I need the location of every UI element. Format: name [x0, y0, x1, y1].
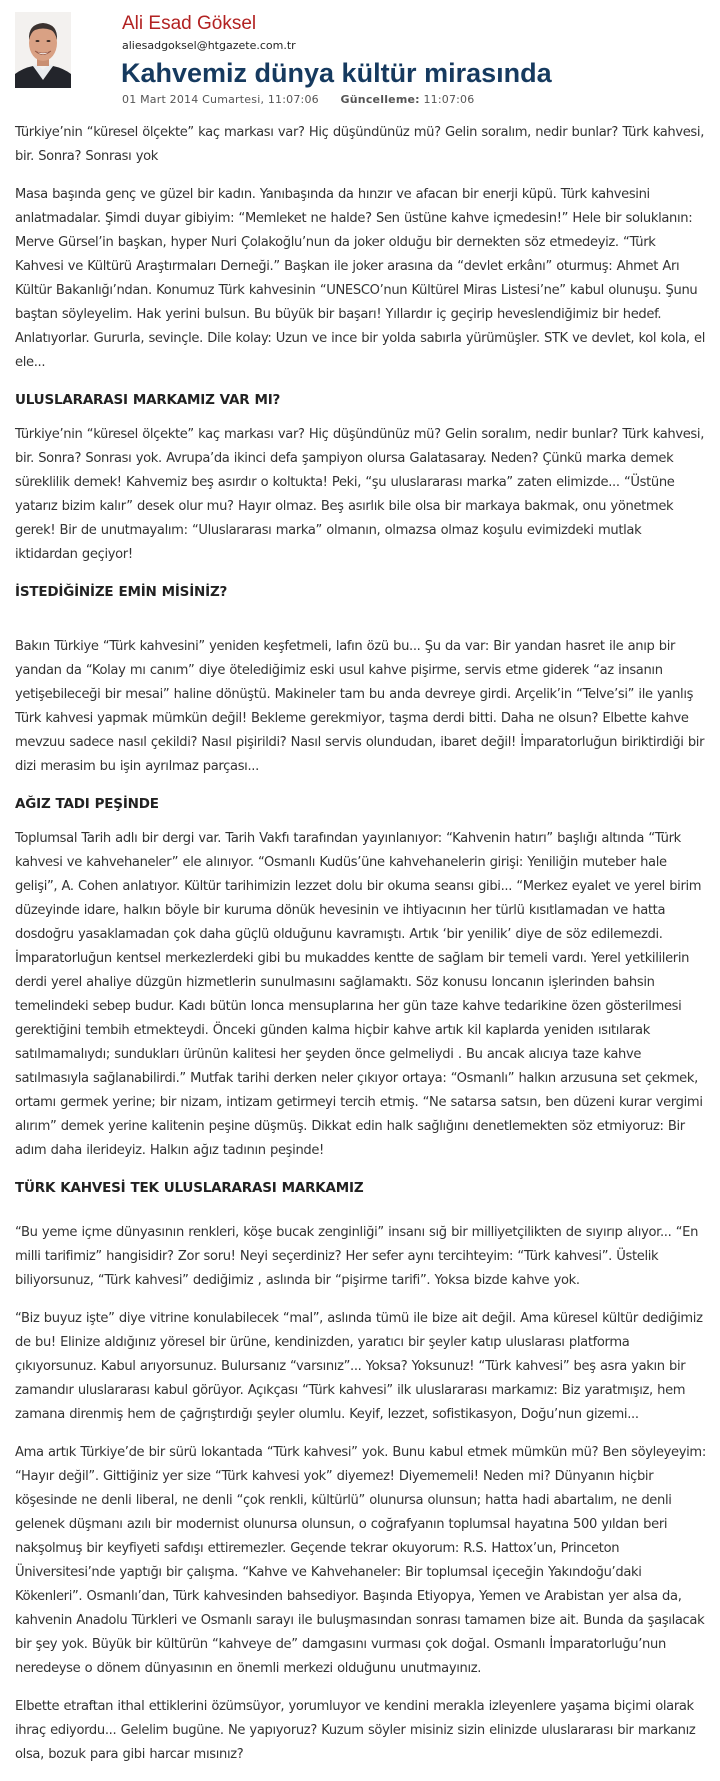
section-heading: ULUSLARARASI MARKAMIZ VAR MI?	[15, 392, 281, 408]
paragraph: “Bu yeme içme dünyasının renkleri, köşe bucak zenginliği” insanı sığ bir milliyetçilikten de sıyırıp alıyor... “En milli tarifimiz” hangisidir? Zor soru! Neyi seçerdiniz? Her sefer aynı tercihteyim: “Türk kahvesi”. Üstelik biliyorsunuz, “Türk kahvesi” dediğimiz , aslında bir “pişirme tarifi”. Yoksa bizde kahve yok.	[15, 1225, 699, 1288]
article-header	[0, 0, 720, 112]
article-body	[0, 121, 720, 1767]
paragraph: Türkiye’nin “küresel ölçekte” kaç markası var? Hiç düşündünüz mü? Gelin soralım, nedir bunlar? Türk kahvesi, bir. Sonra? Sonrası yok. Avrupa’da ikinci defa şampiyon olursa Galatasaray. Neden? Çünkü marka demek süreklilik demek! Kahvemiz beş asırdır o koltukta! Peki, “şu uluslararası marka” zaten elimizde... “Üstüne yatarız bizim kalır” desek olur mu? Hayır olmaz. Beş asırlık bile olsa bir markaya bakmak, onu yönetmek gerek! Bir de unutmayalım: “Uluslararası marka” olmanın, olmazsa olmaz koşulu evimizdeki mutlak iktidardan geçiyor!	[15, 427, 705, 562]
paragraph: Ama artık Türkiye’de bir sürü lokantada “Türk kahvesi” yok. Bunu kabul etmek mümkün mü? Ben söyleyeyim: “Hayır değil”. Gittiğiniz yer size “Türk kahvesi yok” diyemez! Diyememeli! Neden mi? Dünyanın hiçbir köşesinde ne denli liberal, ne denli “çok renkli, kültürlü” olunursa olunsun; hatta hadi abartalım, ne denli gelenek düşmanı azılı bir modernist olunursa olunsun, o coğrafyanın toplumsal hayatına 500 yıldan beri nakşolmuş bir keyfiyeti safdışı ettiremezler. Geçende tekrar okuyorum: R.S. Hattox’un, Princeton Üniversitesi’nde yaptığı bir çalışma. “Kahve ve Kahvehaneler: Bir toplumsal içeceğin Yakındoğu’daki Kökenleri”. Osmanlı’dan, Türk kahvesinden bahsediyor. Başında Etiyopya, Yemen ve Arabistan yer alsa da, kahvenin Anadolu Türkleri ve Osmanlı sarayı ile buluşmasından sonrası tamamen bize ait. Bunda da şaşılacak bir şey yok. Büyük bir kültürün “kahveye de” damgasını vurması çok doğal. Osmanlı İmparatorluğu’nun neredeyse o dönem dünyasının en önemli merkezi olduğunu unutmayınız.	[15, 1445, 706, 1676]
paragraph: Masa başında genç ve güzel bir kadın. Yanıbaşında da hınzır ve afacan bir enerji küpü. Türk kahvesini anlatmadalar. Şimdi duyar gibiyim: “Memleket ne halde? Sen üstüne kahve içmedesin!” Hele bir soluklanın: Merve Gürsel’in başkan, hyper Nuri Çolakoğlu’nun da joker olduğu bir dernekten söz etmedeyiz. “Türk Kahvesi ve Kültürü Araştırmaları Derneği.” Başkan ile joker arasına da “devlet erkânı” oturmuş: Ahmet Arı Kültür Bakanlığı’ndan. Konumuz Türk kahvesinin “UNESCO’nun Kültürel Miras Listesi’ne” kabul olunuşu. Şunu baştan söyleyelim. Hak yerini bulsun. Bu büyük bir başarı! Yıllardır iç geçirip heveslendiğimiz bir hedef. Anlatıyorlar. Gururla, sevinçle. Dile kolay: Uzun ve ince bir yolda sabırla yürümüşler. STK ve devlet, kol kola, el ele...	[15, 187, 706, 370]
paragraph: “Biz buyuz işte” diye vitrine konulabilecek “mal”, aslında tümü ile bize ait değil. Ama küresel kültür dediğimiz de bu! Elinize aldığınız yöresel bir ürüne, kendinizden, yaratıcı bir şeyler katıp uluslarası platforma çıkıyorsunuz. Kabul arıyorsunuz. Bulursanız “varsınız”... Yoksa? Yoksunuz! “Türk kahvesi” beş asra yakın bir zamandır uluslararası kabul görüyor. Açıkçası “Türk kahvesi” ilk uluslararası markamız: Biz yaratmışız, hem zamana direnmiş hem de çağrıştırdığı şeyler olumlu. Keyif, lezzet, sofistikasyon, Doğu’nun gizemi...	[15, 1311, 703, 1422]
paragraph: Toplumsal Tarih adlı bir dergi var. Tarih Vakfı tarafından yayınlanıyor: “Kahvenin hatırı” başlığı altında “Türk kahvesi ve kahvehaneler” ele alınıyor. “Osmanlı Kudüs’üne kahvehanelerin girişi: Yeniliğin muteber hale gelişi”, A. Cohen anlatıyor. Kültür tarihimizin lezzet dolu bir okuma seansı gibi... “Merkez eyalet ve yerel birim düzeyinde idare, halkın böyle bir kuruma dönük hevesinin ve ihtiyacının her türlü kısıtlamadan ve hatta dosdoğru yasaklamadan çok daha güçlü olduğunu kavramıştı. Artık ‘bir yenilik’ diye de söz edilemezdi. İmparatorluğun kentsel merkezlerdeki gibi bu mukaddes kentte de sağlam bir temeli vardı. Yerel yetkililerin derdi yerel ahaliye düzgün hizmetlerin sunulmasını sağlamaktı. Söz konusu loncanın işlerinden bahsin temelindeki sebep budur. Kadı bütün lonca mensuplarına her gün taze kahve tedarikine özen gösterilmesi gerektiğini tembih etmekteydi. Önceki günden kalma hiçbir kahve artık kil kaplarda yeniden ısıtılarak satılmamalıydı; sundukları ürünün kalitesi her şeyden önce gelmeliydi . Bu ancak alıcıya taze kahve satılmasıyla sağlanabilirdi.” Mutfak tarihi derken neler çıkıyor ortaya: “Osmanlı” halkın arzusuna set çekmek, ortamı germek yerine; bir nizam, intizam getirmeyi tercih etmiş. “Ne satarsa satsın, ben düzeni kurar vergimi alırım” demek yerine kalitenin peşine düşmüş. Dikkat edin halk sağlığını denetlemekten söz etmiyoruz: Bir adım daha ilerideyiz. Halkın ağız tadının peşinde!	[15, 831, 703, 1158]
dateline	[122, 93, 474, 106]
update-label: Güncelleme:	[340, 93, 420, 106]
section-heading: İSTEDİĞİNİZE EMİN MİSİNİZ?	[15, 584, 228, 600]
author-name[interactable]: Ali Esad Göksel	[122, 13, 257, 34]
section-heading: AĞIZ TADI PEŞİNDE	[15, 796, 159, 812]
author-photo[interactable]	[15, 12, 71, 88]
update-time: 11:07:06	[423, 93, 475, 106]
paragraph: Elbette etraftan ithal ettiklerini özümsüyor, yorumluyor ve kendini merakla izleyenlere yaşama biçimi olarak ihraç ediyordu... Gelelim bugüne. Ne yapıyoruz? Kuzum söyler misiniz sizin elinizde uluslararası bir markanız olsa, bozuk para gibi harcar mısınız?	[15, 1699, 696, 1762]
lead-paragraph: Türkiye’nin “küresel ölçekte” kaç markası var? Hiç düşündünüz mü? Gelin soralım, nedir bunlar? Türk kahvesi, bir. Sonra? Sonrası yok	[15, 125, 705, 164]
author-email[interactable]: aliesadgoksel@htgazete.com.tr	[122, 39, 296, 52]
publish-date: 01 Mart 2014 Cumartesi, 11:07:06	[122, 93, 319, 106]
section-heading: TÜRK KAHVESİ TEK ULUSLARARASI MARKAMIZ	[15, 1180, 364, 1196]
author-portrait-icon	[15, 12, 71, 88]
article-title: Kahvemiz dünya kültür mirasında	[121, 58, 552, 88]
paragraph: Bakın Türkiye “Türk kahvesini” yeniden keşfetmeli, lafın özü bu... Şu da var: Bir yandan hasret ile anıp bir yandan da “Kolay mı canım” diye ötelediğimiz eski usul kahve pişirme, servis etme giderek “az insanın yetişebileceği bir mesai” haline dönüştü. Makineler tam bu anda devreye girdi. Arçelik’in “Telve’si” ile yanlış Türk kahvesi yapmak mümkün değil! Bekleme gerekmiyor, taşma derdi bitti. Daha ne olsun? Elbette kahve mevzuu sadece nasıl çekildi? Nasıl pişirildi? Nasıl servis olundudan, ibaret değil! İmparatorluğun biriktirdiği bir dizi merasim bu işin ayrılmaz parçası...	[15, 639, 705, 774]
